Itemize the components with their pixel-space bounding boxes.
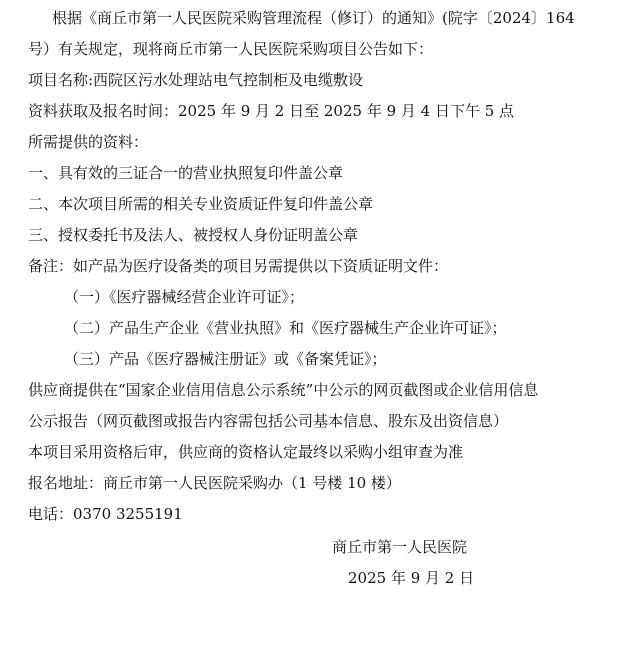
materials-heading: 所需提供的资料： (28, 133, 149, 151)
material-item-2: 二、本次项目所需的相关专业资质证件复印件盖公章 (28, 195, 374, 213)
material-item-3: 三、授权委托书及法人、被授权人身份证明盖公章 (28, 226, 359, 244)
credit-line-1: 供应商提供在“国家企业信用信息公示系统”中公示的网页截图或企业信用信息 (28, 381, 539, 399)
registration-address: 报名地址：商丘市第一人民医院采购办（1 号楼 10 楼） (28, 474, 401, 492)
remark-item-1: （一）《医疗器械经营企业许可证》； (64, 288, 305, 306)
material-item-1: 一、具有效的三证合一的营业执照复印件盖公章 (28, 164, 344, 182)
registration-time: 资料获取及报名时间：2025 年 9 月 2 日至 2025 年 9 月 4 日下午 5 点 (28, 102, 515, 120)
remark-item-3: （三）产品《医疗器械注册证》或《备案凭证》； (64, 350, 387, 368)
credit-line-2: 公示报告（网页截图或报告内容需包括公司基本信息、股东及出资信息） (28, 412, 509, 430)
project-name: 项目名称:西院区污水处理站电气控制柜及电缆敷设 (28, 71, 364, 89)
intro-line-1: 根据《商丘市第一人民医院采购管理流程（修订）的通知》(院字〔2024〕164 (52, 9, 575, 27)
review-note: 本项目采用资格后审，供应商的资格认定最终以采购小组审查为准 (28, 443, 464, 461)
contact-phone: 电话：0370 3255191 (28, 505, 183, 523)
signature-org: 商丘市第一人民医院 (332, 538, 468, 556)
remark-item-2: （二）产品生产企业《营业执照》和《医疗器械生产企业许可证》； (64, 319, 507, 337)
intro-line-2: 号）有关规定，现将商丘市第一人民医院采购项目公告如下： (28, 40, 434, 58)
remark: 备注：如产品为医疗设备类的项目另需提供以下资质证明文件： (28, 257, 449, 275)
signature-date: 2025 年 9 月 2 日 (348, 569, 475, 587)
